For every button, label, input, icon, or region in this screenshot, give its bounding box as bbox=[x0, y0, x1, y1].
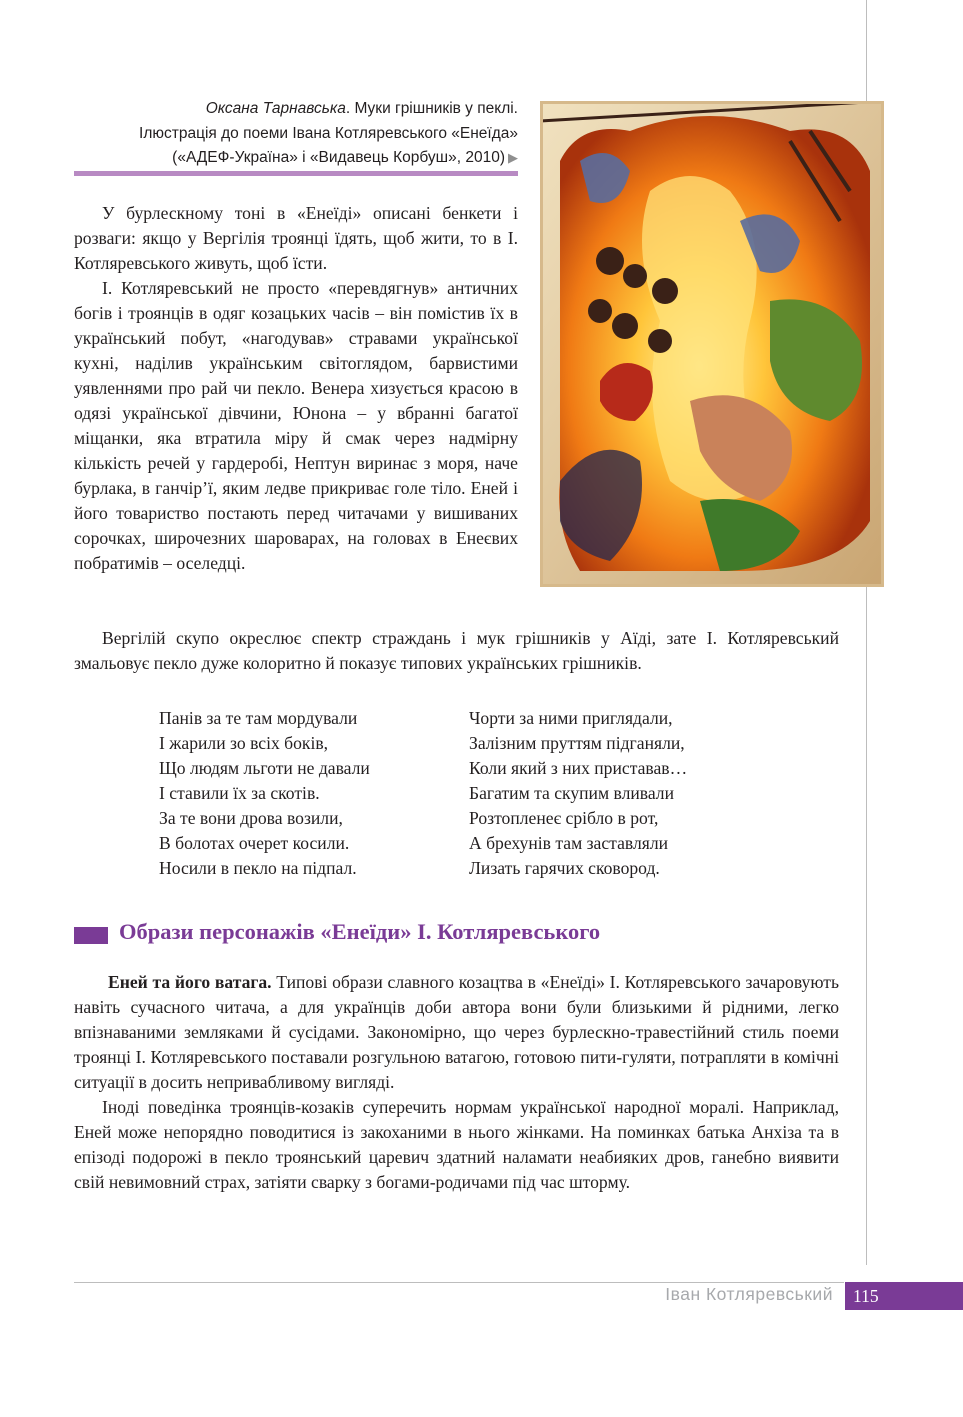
caption-author: Оксана Тарнавська bbox=[205, 100, 346, 117]
poem-line: В болотах очерет косили. bbox=[159, 833, 350, 853]
caption-line-1 bbox=[74, 97, 518, 122]
paragraph-aeneas-crew bbox=[74, 970, 839, 1095]
caption-underline bbox=[74, 171, 518, 176]
poem-line: За те вони дрова возили, bbox=[159, 808, 343, 828]
caption-publisher: («АДЕФ-Україна» і «Видавець Корбуш», 2010) bbox=[172, 149, 505, 166]
paragraph-feasts: У бурлескному тоні в «Енеїді» описані бенкети і розваги: якщо у Вергілія троянці їдять, щоб жити, то в І. Котляревського живуть, щоб їсти. bbox=[74, 203, 518, 273]
poem-line: І жарили зо всіх боків, bbox=[159, 733, 329, 753]
poem-line: Чорти за ними приглядали, bbox=[469, 708, 673, 728]
section-marker bbox=[74, 927, 108, 944]
paragraph-lead-bold: Еней та його ватага. bbox=[108, 972, 272, 992]
text-section-body bbox=[74, 970, 839, 1195]
caption-arrow-icon: ▶ bbox=[508, 150, 518, 165]
poem-column-right bbox=[469, 706, 687, 881]
paragraph-sinners: Вергілій скупо окреслює спектр страждань і мук грішників у Аїді, зате І. Котляревський змальовує пекло дуже колоритно й показує типових українських грішників. bbox=[74, 628, 839, 673]
text-sinners-intro bbox=[74, 626, 839, 676]
poem-line: Розтопленеє срібло в рот, bbox=[469, 808, 659, 828]
poem-line: А брехунів там заставляли bbox=[469, 833, 669, 853]
text-column-intro bbox=[74, 201, 518, 576]
poem-line: Лизать гарячих сковород. bbox=[469, 858, 660, 878]
poem-line: Багатим та скупим вливали bbox=[469, 783, 674, 803]
caption-line-3 bbox=[74, 146, 518, 171]
poem-column-left bbox=[159, 706, 370, 881]
section-heading: Образи персонажів «Енеїди» І. Котляревського bbox=[119, 919, 601, 944]
illustration-caption bbox=[74, 97, 518, 171]
footer-rule bbox=[74, 1282, 844, 1283]
paragraph-lead-rest: Типові образи славного козацтва в «Енеїді» І. Котляревського зачаровують навіть сучасного читача, а для українців доби автора вони були близькими й рідними, легко впізнаваними земляками й сусідами. Закономірно, що через бурлескно-травестійний стиль поеми троянці І. Котляревського поставали розгульною ватагою, готовою пити-гуляти, потрапляти в комічні ситуації в досить непривабливому вигляді. bbox=[74, 972, 839, 1092]
page-number: 115 bbox=[845, 1282, 963, 1310]
paragraph-gods-dressed: І. Котляревський не просто «перевдягнув» античних богів і троянців в одяг козацьких часів – він помістив їх в український побут, «нагодував» стравами української кухні, наділив українським світоглядом, барвистими уявленнями про рай чи пекло. Венера хизується красою в одязі української дівчини, Юнона – у вбранні багатої міщанки, яка втратила міру й смак через надмірну кількість речей у гардеробі, Нептун виринає з моря, наче бурлака, в ганчір’ї, яким ледве прикриває голе тіло. Еней і його товариство постають перед читачами у вишиваних сорочках, широчезних шароварах, на головах в Енеєвих побратимів – оселедці. bbox=[74, 278, 518, 573]
caption-line-2: Ілюстрація до поеми Івана Котляревського «Енеїда» bbox=[139, 124, 518, 142]
running-title: Іван Котляревський bbox=[665, 1284, 833, 1304]
poem-line: Носили в пекло на підпал. bbox=[159, 858, 357, 878]
poem-line: Панів за те там мордували bbox=[159, 708, 358, 728]
caption-title: . Муки грішників у пеклі. bbox=[345, 100, 518, 117]
hell-torment-illustration bbox=[540, 101, 884, 587]
paragraph-morals: Іноді поведінка троянців-козаків суперечить нормам української народної моралі. Наприклад, Еней може непорядно поводитися із закоханими в нього жінками. На поминках батька Анхіза та в епізоді подорожі в пекло троянський царевич здатний наламати неабияких дров, ганебно виявити свій невимовний страх, затіяти сварку з богами-родичами під час шторму. bbox=[74, 1097, 839, 1192]
poem-line: Залізним пруттям підганяли, bbox=[469, 733, 685, 753]
poem-line: І ставили їх за скотів. bbox=[159, 783, 320, 803]
poem-line: Коли який з них приставав… bbox=[469, 758, 688, 778]
poem-line: Що людям льготи не давали bbox=[159, 758, 370, 778]
